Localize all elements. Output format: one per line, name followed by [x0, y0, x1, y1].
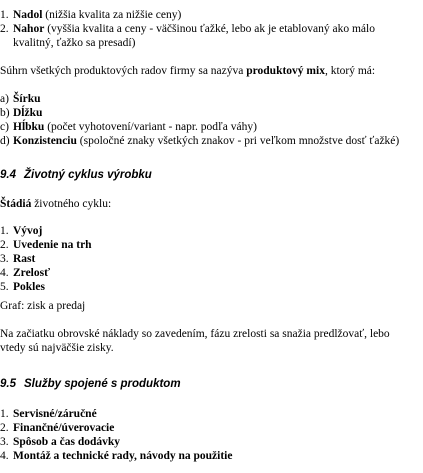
list-number: 2.	[0, 239, 9, 251]
mix-intro-text: Súhrn všetkých produktových radov firmy sa nazýva	[0, 65, 247, 77]
graf-text: Graf: zisk a predaj	[0, 300, 86, 312]
stages-intro-bold: Štádiá	[0, 198, 32, 210]
list-item	[0, 407, 97, 421]
paragraph-line-2: vtedy sú najväčšie zisky.	[0, 342, 114, 354]
list-term: Spôsob a čas dodávky	[13, 436, 121, 448]
section-title: Životný cyklus výrobku	[24, 169, 152, 181]
list-text: (počet vyhotovení/variant - napr. podľa váhy)	[44, 121, 257, 133]
list-letter: c)	[0, 121, 9, 133]
list-number: 1.	[0, 408, 9, 420]
stages-intro-text: životného cyklu:	[31, 198, 112, 210]
mix-intro-tail: , ktorý má:	[324, 65, 376, 77]
list-number: 5.	[0, 281, 9, 293]
list-term: Zrelosť	[13, 267, 51, 279]
list-item	[0, 280, 45, 294]
section-title: Služby spojené s produktom	[24, 378, 181, 390]
list-letter: a)	[0, 93, 9, 105]
list-term: Finančné/úverovacie	[13, 422, 115, 434]
list-text: (nižšia kvalita za nižšie ceny)	[42, 9, 182, 21]
section-heading	[0, 377, 181, 391]
list-item	[0, 435, 120, 449]
list-item	[0, 22, 375, 36]
list-item	[0, 106, 42, 120]
section-number: 9.4	[0, 169, 16, 181]
paragraph-line-1: Na začiatku obrovské náklady so zavedením, fázu zrelosti sa snažia predlžovať, lebo	[0, 328, 390, 340]
list-letter: d)	[0, 135, 10, 147]
list-item	[0, 8, 181, 22]
list-number: 4.	[0, 450, 9, 462]
list-number: 3.	[0, 436, 9, 448]
list-number: 3.	[0, 253, 9, 265]
list-number: 2.	[0, 422, 9, 434]
list-item	[0, 449, 232, 463]
list-text: (spoločné znaky všetkých znakov - pri veľkom množstve dosť ťažké)	[76, 135, 400, 147]
list-term: Konzistenciu	[13, 135, 77, 147]
mix-intro	[0, 64, 375, 78]
list-item	[0, 120, 257, 134]
list-term: Montáž a technické rady, návody na použitie	[13, 450, 233, 462]
list-term: Šírku	[13, 93, 41, 105]
section-number: 9.5	[0, 378, 16, 390]
list-term: Hĺbku	[13, 121, 45, 133]
list-term: Dĺžku	[13, 107, 43, 119]
list-number: 4.	[0, 267, 9, 279]
list-item-continuation: kvalitný, ťažko sa presadí)	[13, 37, 136, 49]
list-letter: b)	[0, 107, 10, 119]
list-term: Pokles	[13, 281, 45, 293]
list-text: (vyššia kvalita a ceny - väčšinou ťažké, lebo ak je etablovaný ako málo	[44, 23, 375, 35]
list-number: 1.	[0, 225, 9, 237]
list-item	[0, 266, 50, 280]
list-term: Rast	[13, 253, 36, 265]
list-item	[0, 134, 399, 148]
list-term: Uvedenie na trh	[13, 239, 92, 251]
mix-intro-bold: produktový mix	[246, 65, 325, 77]
list-term: Servisné/záručné	[13, 408, 97, 420]
list-number: 2.	[0, 23, 9, 35]
section-heading	[0, 168, 152, 182]
list-term: Nahor	[13, 23, 45, 35]
list-item	[0, 224, 42, 238]
list-term: Vývoj	[13, 225, 43, 237]
list-item	[0, 252, 35, 266]
stages-intro	[0, 197, 111, 211]
list-item	[0, 92, 41, 106]
list-number: 1.	[0, 9, 9, 21]
list-term: Nadol	[13, 9, 43, 21]
list-item	[0, 421, 114, 435]
list-item	[0, 238, 92, 252]
